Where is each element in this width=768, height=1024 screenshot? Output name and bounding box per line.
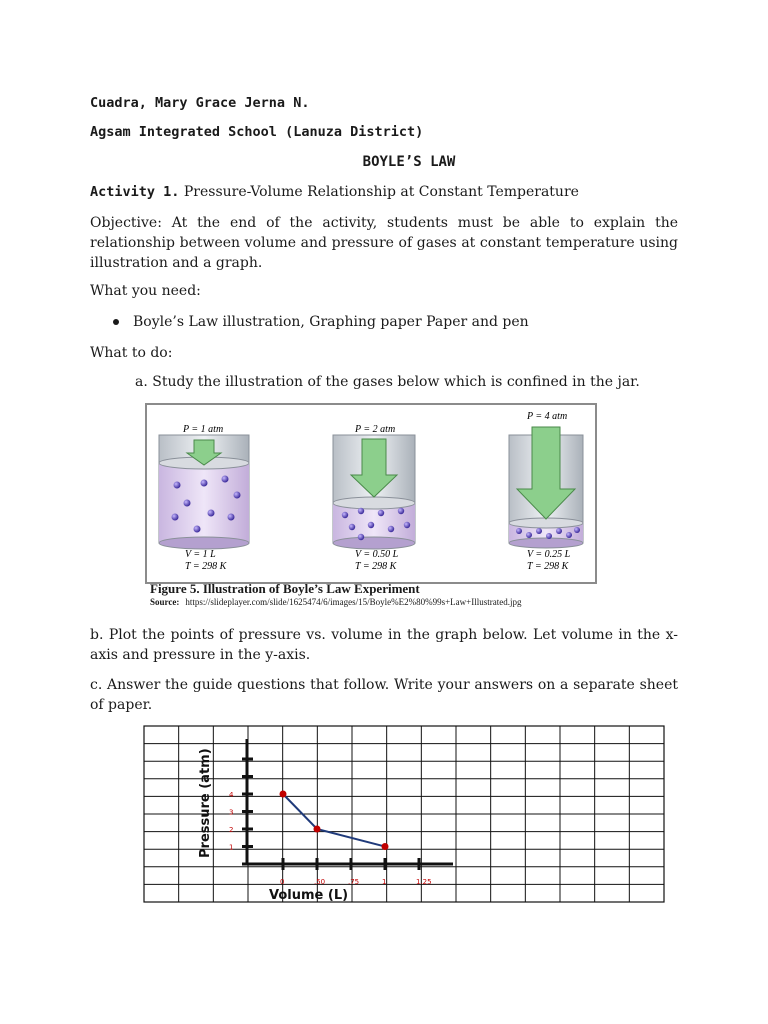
data-point [280, 791, 287, 798]
what-you-need-heading: What you need: [90, 283, 201, 299]
step-c: c. Answer the guide questions that follow. Write your answers on a separate sheet of paper. [90, 677, 678, 713]
x-tick-label: .75 [348, 878, 360, 886]
jar-1 [159, 435, 249, 549]
bullet-icon [113, 319, 119, 325]
figure-source-url: https://slideplayer.com/slide/1625474/6/images/15/Boyle%E2%80%99s+Law+Illustrated.jpg [185, 597, 522, 607]
jar-3-pressure: P = 4 atm [527, 411, 568, 422]
document-title: BOYLE’S LAW [362, 154, 456, 170]
figure-source [150, 597, 521, 607]
data-point [382, 843, 389, 850]
y-tick-label: 3 [229, 808, 234, 817]
jar-2-volume: V = 0.50 L [355, 549, 399, 560]
data-point [314, 826, 321, 833]
y-tick-label: 2 [229, 826, 234, 834]
author-name: Cuadra, Mary Grace Jerna N. [90, 95, 310, 111]
jar-2-pressure: P = 2 atm [355, 424, 396, 435]
y-tick-label: 4 [229, 791, 234, 799]
jar-3 [509, 427, 583, 548]
figure-caption: Figure 5. Illustration of Boyle’s Law Experiment [150, 581, 420, 596]
objective-paragraph: Objective: At the end of the activity, students must be able to explain the relationship between volume and pressure of gases at constant temperature using illustration and a graph. [90, 215, 678, 271]
jar-1-temp: T = 298 K [185, 561, 227, 572]
pressure-volume-graph [143, 725, 665, 903]
activity-heading [90, 184, 579, 200]
step-b: b. Plot the points of pressure vs. volume in the graph below. Let volume in the x-axis and pressure in the y-axis. [90, 627, 678, 663]
school-name: Agsam Integrated School (Lanuza District) [90, 124, 424, 140]
graph-grid [144, 726, 664, 902]
x-tick-label: .50 [314, 878, 326, 886]
x-axis-label: Volume (L) [269, 888, 349, 903]
activity-text: Pressure-Volume Relationship at Constant Temperature [183, 184, 579, 200]
jar-1-volume: V = 1 L [185, 549, 216, 560]
what-to-do-heading: What to do: [90, 345, 173, 361]
activity-label: Activity 1. [90, 184, 180, 200]
list-item-text: Boyle’s Law illustration, Graphing paper Paper and pen [133, 314, 529, 330]
jar-3-volume: V = 0.25 L [527, 549, 571, 560]
jar-1-pressure: P = 1 atm [183, 424, 224, 435]
y-axis-label: Pressure (atm) [198, 748, 213, 858]
jar-2 [333, 435, 415, 549]
jar-3-temp: T = 298 K [527, 561, 569, 572]
step-a: a. Study the illustration of the gases below which is confined in the jar. [135, 374, 640, 390]
list-item [113, 314, 529, 330]
boyles-law-illustration [145, 403, 597, 584]
figure-source-label: Source: [150, 597, 180, 607]
y-tick-label: 1 [229, 843, 234, 852]
jar-2-temp: T = 298 K [355, 561, 397, 572]
x-tick-label: 0 [280, 878, 285, 886]
x-tick-label: 1.25 [416, 878, 432, 886]
x-tick-label: 1 [382, 878, 387, 886]
